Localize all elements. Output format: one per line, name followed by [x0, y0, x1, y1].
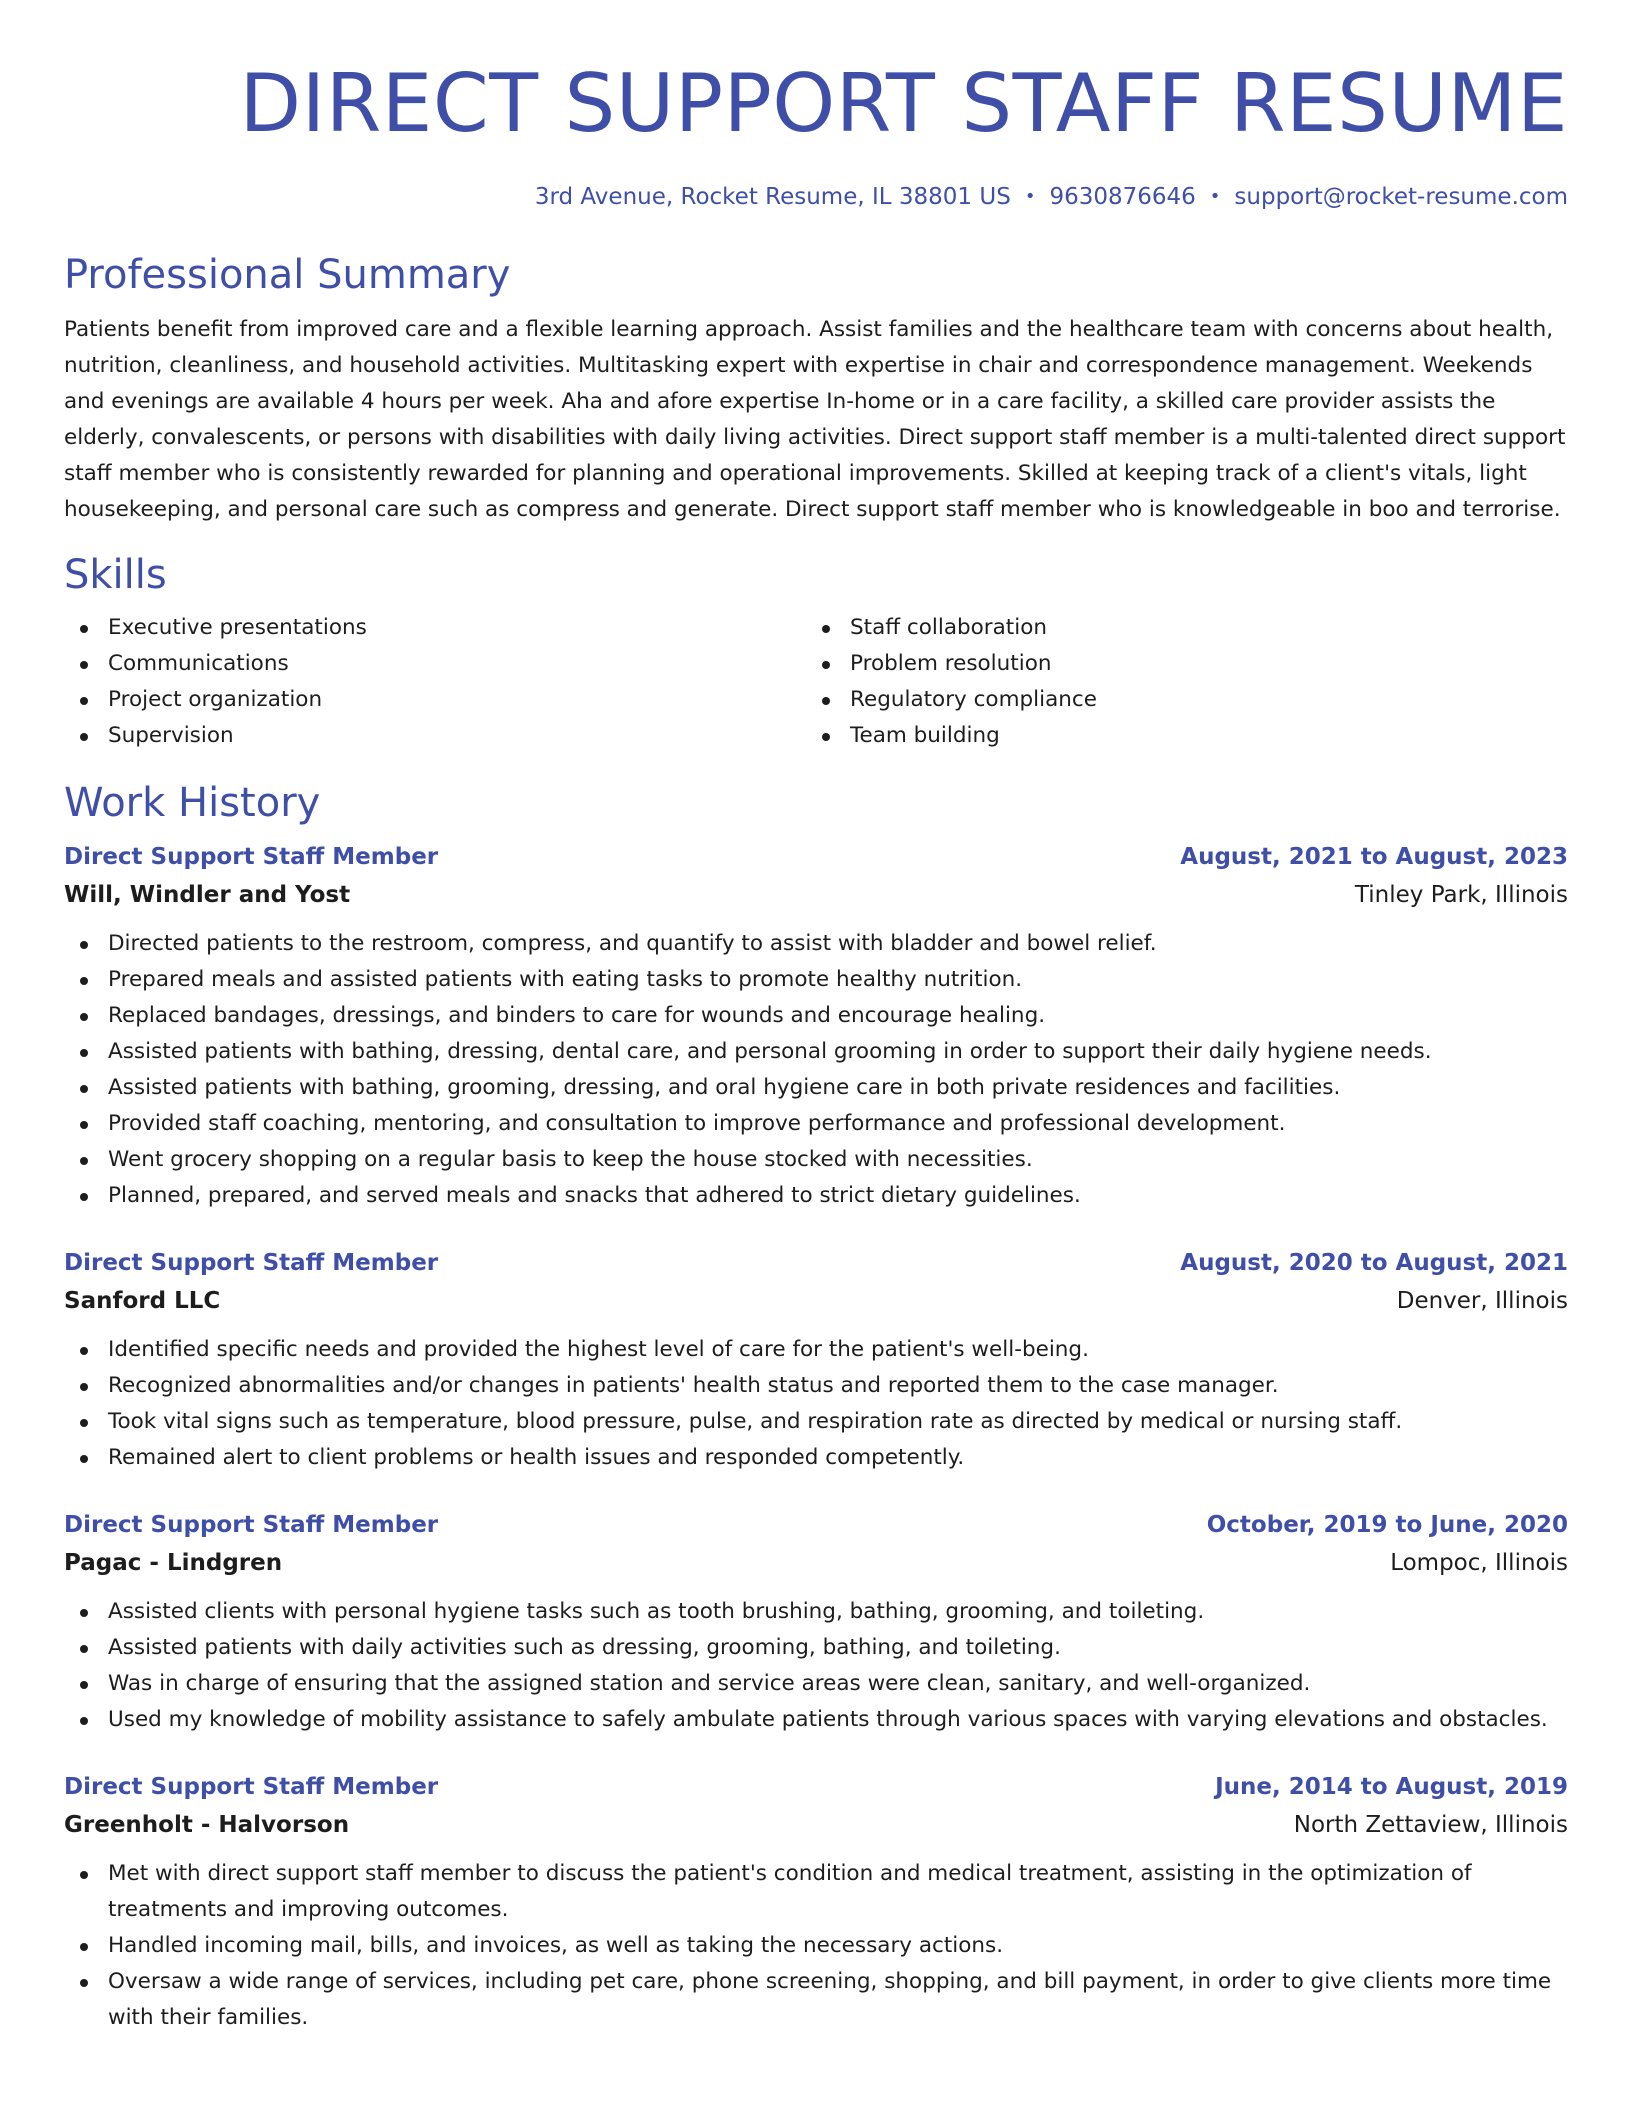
job-dates: August, 2020 to August, 2021 — [1180, 1250, 1568, 1276]
job-role: Direct Support Staff Member — [64, 1774, 439, 1800]
job-bullet: Replaced bandages, dressings, and binders to care for wounds and encourage healing. — [64, 998, 1568, 1034]
job-bullet: Used my knowledge of mobility assistance to safely ambulate patients through various spaces with varying elevations and obstacles. — [64, 1702, 1568, 1738]
job-bullet: Remained alert to client problems or health issues and responded competently. — [64, 1440, 1568, 1476]
resume-page — [64, 0, 1568, 2036]
contact-separator: • — [1209, 186, 1221, 207]
contact-separator: • — [1024, 186, 1036, 207]
job-bullet: Directed patients to the restroom, compress, and quantify to assist with bladder and bowel relief. — [64, 926, 1568, 962]
job-bullets — [64, 1332, 1568, 1476]
skill-item: Staff collaboration — [806, 610, 1548, 646]
job-dates: October, 2019 to June, 2020 — [1206, 1512, 1568, 1538]
job-dates: August, 2021 to August, 2023 — [1180, 844, 1568, 870]
skill-item: Problem resolution — [806, 646, 1548, 682]
work-history-heading: Work History — [64, 780, 321, 826]
skill-item: Project organization — [64, 682, 806, 718]
job-subheader — [64, 1544, 1568, 1582]
job-bullet: Assisted clients with personal hygiene tasks such as tooth brushing, bathing, grooming, and toileting. — [64, 1594, 1568, 1630]
job-header — [64, 838, 1568, 876]
job-entry — [64, 838, 1568, 1214]
job-location: North Zettaview, Illinois — [1293, 1812, 1568, 1838]
job-bullets — [64, 1856, 1568, 2036]
job-bullets — [64, 1594, 1568, 1738]
job-company: Greenholt - Halvorson — [64, 1812, 350, 1838]
skill-item: Executive presentations — [64, 610, 806, 646]
skills-list — [64, 610, 1568, 754]
job-header — [64, 1506, 1568, 1544]
job-bullet: Took vital signs such as temperature, blood pressure, pulse, and respiration rate as directed by medical or nursing staff. — [64, 1404, 1568, 1440]
job-role: Direct Support Staff Member — [64, 1512, 439, 1538]
skill-item: Communications — [64, 646, 806, 682]
job-company: Will, Windler and Yost — [64, 882, 351, 908]
contact-phone: 9630876646 — [1049, 184, 1196, 210]
job-header — [64, 1768, 1568, 1806]
job-bullet: Handled incoming mail, bills, and invoices, as well as taking the necessary actions. — [64, 1928, 1568, 1964]
job-company: Sanford LLC — [64, 1288, 221, 1314]
skill-item: Team building — [806, 718, 1548, 754]
job-bullet: Met with direct support staff member to discuss the patient's condition and medical treatment, assisting in the optimization of treatments and improving outcomes. — [64, 1856, 1568, 1928]
job-role: Direct Support Staff Member — [64, 1250, 439, 1276]
job-entry — [64, 1244, 1568, 1476]
job-location: Denver, Illinois — [1396, 1288, 1568, 1314]
skills-heading: Skills — [64, 552, 167, 598]
job-entry — [64, 1768, 1568, 2036]
job-bullet: Went grocery shopping on a regular basis to keep the house stocked with necessities. — [64, 1142, 1568, 1178]
job-subheader — [64, 1806, 1568, 1844]
skills-column-left — [64, 610, 806, 754]
job-subheader — [64, 1282, 1568, 1320]
contact-address: 3rd Avenue, Rocket Resume, IL 38801 US — [534, 184, 1011, 210]
job-location: Lompoc, Illinois — [1390, 1550, 1568, 1576]
summary-heading: Professional Summary — [64, 252, 511, 298]
skill-item: Supervision — [64, 718, 806, 754]
job-bullet: Recognized abnormalities and/or changes in patients' health status and reported them to the case manager. — [64, 1368, 1568, 1404]
summary-text: Patients benefit from improved care and a flexible learning approach. Assist families and the healthcare team with concerns about health, nutrition, cleanliness, and household activities. Multitasking expert with expertise in chair and correspondence management. Weekends and evenings are available 4 hours per week. Aha and afore expertise In-home or in a care facility, a skilled care provider assists the elderly, convalescents, or persons with disabilities with daily living activities. Direct support staff member is a multi-talented direct support staff member who is consistently rewarded for planning and operational improvements. Skilled at keeping track of a client's vitals, light housekeeping, and personal care such as compress and generate. Direct support staff member who is knowledgeable in boo and terrorise. — [64, 317, 1566, 522]
job-bullet: Assisted patients with bathing, dressing, dental care, and personal grooming in order to support their daily hygiene needs. — [64, 1034, 1568, 1070]
job-company: Pagac - Lindgren — [64, 1550, 283, 1576]
job-bullets — [64, 926, 1568, 1214]
job-dates: June, 2014 to August, 2019 — [1215, 1774, 1568, 1800]
job-bullet: Assisted patients with daily activities such as dressing, grooming, bathing, and toileting. — [64, 1630, 1568, 1666]
skills-column-right — [806, 610, 1548, 754]
job-bullet: Prepared meals and assisted patients with eating tasks to promote healthy nutrition. — [64, 962, 1568, 998]
job-bullet: Provided staff coaching, mentoring, and consultation to improve performance and professional development. — [64, 1106, 1568, 1142]
job-role: Direct Support Staff Member — [64, 844, 439, 870]
job-location: Tinley Park, Illinois — [1354, 882, 1568, 908]
job-subheader — [64, 876, 1568, 914]
skill-item: Regulatory compliance — [806, 682, 1548, 718]
contact-line — [64, 182, 1568, 212]
job-bullet: Was in charge of ensuring that the assigned station and service areas were clean, sanitary, and well-organized. — [64, 1666, 1568, 1702]
job-bullet: Assisted patients with bathing, grooming, dressing, and oral hygiene care in both private residences and facilities. — [64, 1070, 1568, 1106]
job-bullet: Oversaw a wide range of services, including pet care, phone screening, shopping, and bill payment, in order to give clients more time with their families. — [64, 1964, 1568, 2036]
job-bullet: Planned, prepared, and served meals and snacks that adhered to strict dietary guidelines. — [64, 1178, 1568, 1214]
contact-email: support@rocket-resume.com — [1234, 184, 1568, 210]
job-entry — [64, 1506, 1568, 1738]
job-header — [64, 1244, 1568, 1282]
resume-title: DIRECT SUPPORT STAFF RESUME — [239, 57, 1568, 150]
job-bullet: Identified specific needs and provided the highest level of care for the patient's well-being. — [64, 1332, 1568, 1368]
